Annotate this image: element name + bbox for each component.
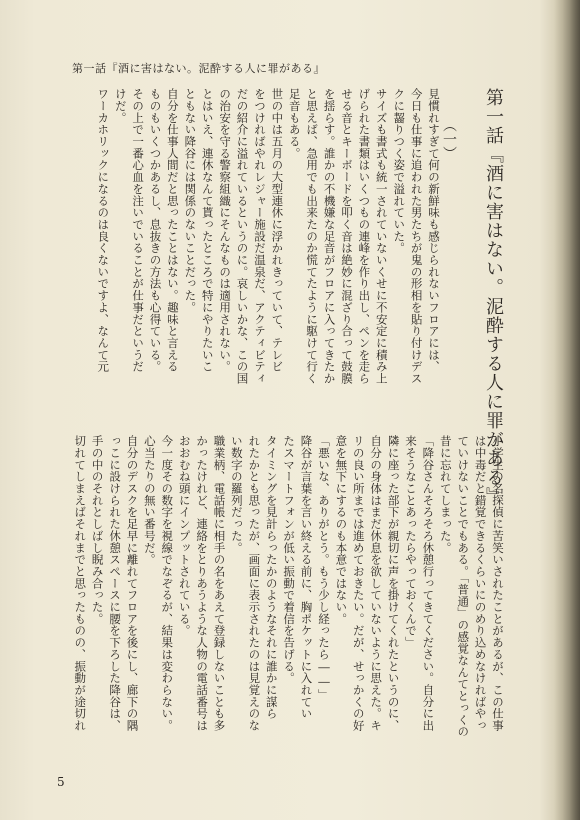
page-number: 5 — [57, 775, 65, 789]
text-line: おおむね頭にインプットされている。 — [177, 435, 192, 637]
text-line: 今日も仕事に追われた男たちが鬼の形相を貼り付けデス — [409, 88, 424, 385]
text-line: 意を無下にするのも本意ではない。 — [334, 435, 349, 625]
text-line: ともない降谷には関係のないことだった。 — [183, 88, 198, 314]
text-line: 降谷が言葉を言い終える前に、胸ポケットに入れてい — [299, 435, 314, 720]
text-line: ものもいくつかあるし、息抜きの方法も心得ている。 — [148, 88, 163, 373]
text-line: かったけれど、連絡をとりあうような人物の電話番号は — [195, 435, 210, 732]
section-number: （一） — [441, 118, 457, 160]
text-line: せる音とキーボードを叩く音は絶妙に混ざり合って鼓膜 — [339, 88, 354, 385]
text-line: その上で一番心血を注いでいることが仕事だというだ — [131, 88, 146, 373]
text-line: と思えば、急用でも出来たのか慌てたように駆けて行く — [305, 88, 320, 385]
book-spine-shadow — [554, 0, 580, 820]
text-line: 世の中は五月の大型連休に浮かれきっていて、テレビ — [270, 88, 285, 373]
text-line: サイズも書式も統一されていないくせに不安定に積み上 — [374, 88, 389, 385]
text-line: 心当たりの無い番号だ。 — [142, 435, 157, 566]
text-line: 手の中のそれとしばし睨み合った。 — [90, 435, 105, 625]
text-line: タイミングを見計らったかのようなそれに誰かに謀ら — [264, 435, 279, 720]
text-line: ワーカホリックになるのは良くないですよ、なんて元 — [96, 88, 111, 373]
text-line: っこに設けられた休憩スペースに腰を下ろした降谷は、 — [108, 435, 123, 732]
text-line: げられた書類はいくつもの連峰を作り出し、ペンを走ら — [357, 88, 372, 385]
text-line: れたかとも思ったが、画面に表示されたのは見覚えのな — [247, 435, 262, 732]
text-line: たスマートフォンが低い振動で着信を告げる。 — [282, 435, 297, 684]
text-line: の治安を守る警察組織にそんなものは適用されない。 — [218, 88, 233, 373]
text-line: をつければやれレジャー施設だ温泉だ、アクティビティ — [252, 88, 267, 385]
text-line: だの紹介に溢れているというのに。哀しいかな、この国 — [235, 88, 250, 385]
text-line: 昔に忘れてしまった。 — [438, 435, 453, 554]
text-line: 来そうなことあったらやっておくんで」 — [403, 435, 418, 649]
text-line: クに齧りつく姿で溢れていた。 — [392, 88, 407, 254]
text-line: 隣に座った部下が親切に声を掛けてくれたというのに、 — [386, 435, 401, 732]
text-line: 足音もある。 — [287, 88, 302, 160]
text-line: 見慣れすぎて何の新鮮味も感じられないフロアには、 — [427, 88, 441, 373]
text-line: とはいえ、連休なんて貰ったところで特にやりたいこ — [200, 88, 215, 373]
text-line: い数字の羅列だった。 — [229, 435, 244, 554]
text-line: 小学生の名探偵に苦笑いされたことがあるが、この仕事 — [491, 435, 505, 732]
text-line: 自分の身体はまだ休息を欲していないように思えた。キ — [369, 435, 384, 732]
text-line: 今一度その数字を視線でなぞるが、結果は変わらない。 — [160, 435, 175, 732]
text-line: 自分のデスクを足早に離れてフロアを後にし、廊下の隅 — [125, 435, 140, 732]
text-line: 職業柄、電話帳に相手の名をあえて登録しないことも多 — [212, 435, 227, 732]
text-line: 切れてしまえばそれまでと思ったものの、振動が途切れ — [73, 435, 88, 732]
text-line: 自分を仕事人間だと思ったことはない。趣味と言える — [165, 88, 180, 373]
text-line: を揺らす。誰かの不機嫌な足音がフロアに入ってきたか — [322, 88, 337, 385]
text-line: ていけないことでもある。「普通」の感覚なんてとっくの — [456, 435, 471, 738]
running-head: 第一話『酒に害はない。泥酔する人に罪がある』 — [72, 62, 325, 75]
text-line: 「悪いな、ありがとう。もう少し経ったら――」 — [316, 435, 331, 701]
chapter-title: 第一話『酒に害はない。泥酔する人に罪がある』 — [483, 88, 504, 506]
text-line: リの良い所までは進めておきたい。だが、せっかくの好 — [351, 435, 366, 732]
lower-text-block — [66, 435, 506, 770]
text-line: けだ。 — [113, 88, 128, 124]
upper-text-block — [82, 88, 442, 418]
text-line: 「降谷さんそろそろ休憩行ってきてください。自分に出 — [421, 435, 436, 732]
text-line: は中毒だと錯覚できるくらいにのめり込めなければやっ — [473, 435, 488, 732]
